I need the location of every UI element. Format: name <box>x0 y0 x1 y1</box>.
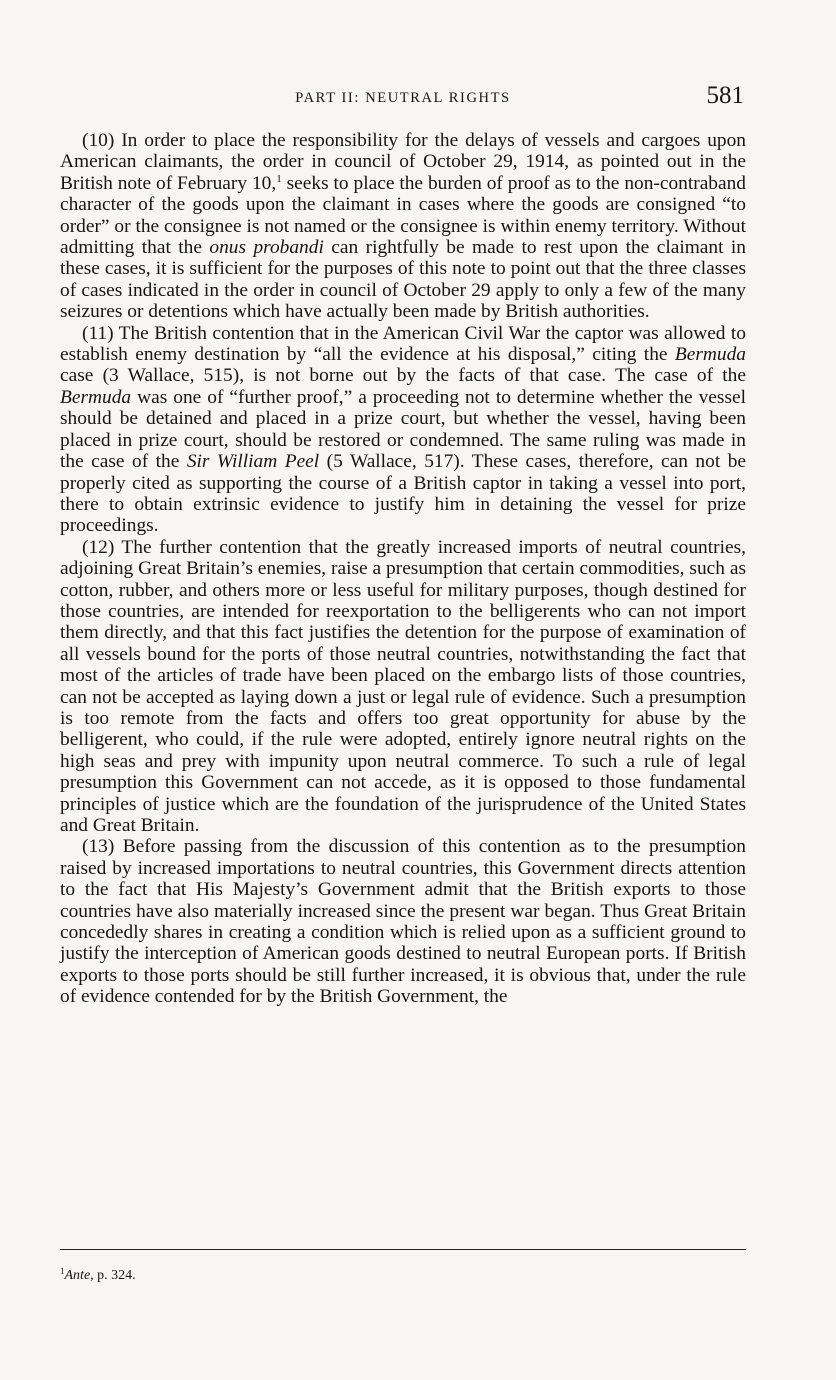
italic-run: Sir William Peel <box>186 451 320 473</box>
footnote-marker: 1 <box>60 1266 65 1276</box>
footnote-rule <box>60 1249 746 1250</box>
text-run: (11) The British contention that in the American Civil War the captor was allowed to establish enemy destination by “all the evidence at his disposal,” citing the <box>60 322 746 366</box>
text-run: seeks to place the burden of proof as to the non-contraband character of the goods upon the claimant in cases where the goods are consigned “to order” or the consignee is not named or the consignee is within enemy territory. Without admitting that the <box>60 172 746 259</box>
text-run: (5 Wallace, 517). These cases, therefore, can not be properly cited as supporting the course of a British captor in taking a vessel into port, there to obtain extrinsic evidence to justify him in detaining the vessel for prize proceedings. <box>60 451 746 537</box>
page-number: 581 <box>706 82 744 109</box>
text-run: (10) In order to place the responsibility for the delays of vessels and cargoes upon American claimants, the order in council of October 29, 1914, as pointed out in the British note of February 10, <box>60 130 746 194</box>
italic-run: onus probandi <box>209 237 324 259</box>
paragraph-11 <box>60 323 746 537</box>
italic-run: Bermuda <box>60 386 132 408</box>
footnote <box>60 1268 136 1284</box>
footnote-ref-italic: Ante, <box>64 1268 94 1283</box>
paragraph-10 <box>60 130 746 323</box>
footnote-reference: 1 <box>276 172 282 185</box>
running-head: PART II: NEUTRAL RIGHTS <box>295 90 511 106</box>
page-header <box>60 82 746 112</box>
text-run: (13) Before passing from the discussion of this contention as to the presumption raised by increased importations to neutral countries, this Government directs attention to the fact that His Majesty’s Government admit that the British exports to those countries have also materially increased since the present war began. Thus Great Britain concededly shares in creating a condition which is relied upon as a sufficient ground to justify the interception of American goods destined to neutral European ports. If British exports to those ports should be still further increased, it is obvious that, under the rule of evidence contended for by the British Government, the <box>60 836 746 1008</box>
paragraph-13 <box>60 836 746 1007</box>
paragraph-12 <box>60 537 746 837</box>
text-run: (12) The further contention that the greatly increased imports of neutral countries, adjoining Great Britain’s enemies, raise a presumption that certain commodities, such as cotton, rubber, and others more or less useful for military purposes, though destined for those countries, are intended for reexportation to the belligerents who can not import them directly, and that this fact justifies the detention for the purpose of examination of all vessels bound for the ports of those neutral countries, notwithstanding the fact that most of the articles of trade have been placed on the embargo lists of those countries, can not be accepted as laying down a just or legal rule of evidence. Such a presumption is too remote from the facts and offers too great opportunity for abuse by the belligerent, who could, if the rule were adopted, entirely ignore neutral rights on the high seas and prey with impunity upon neutral commerce. To such a rule of legal presumption this Government can not accede, as it is opposed to those fundamental principles of justice which are the foundation of the jurisprudence of the United States and Great Britain. <box>60 536 746 836</box>
text-run: can rightfully be made to rest upon the claimant in these cases, it is sufficient for the purposes of this note to point out that the three classes of cases indicated in the order in council of October 29 apply to only a few of the many seizures or detentions which have actually been made by British authorities. <box>60 237 746 323</box>
text-run: case (3 Wallace, 515), is not borne out by the facts of that case. The case of the <box>60 365 746 387</box>
footnote-ref-rest: p. 324. <box>93 1268 136 1283</box>
text-run: was one of “further proof,” a proceeding not to determine whether the vessel should be detained and placed in a prize court, but whether the vessel, having been placed in prize court, should be restored or condemned. The same ruling was made in the case of the <box>60 386 746 473</box>
body-text <box>60 130 746 1008</box>
italic-run: Bermuda <box>674 344 746 366</box>
